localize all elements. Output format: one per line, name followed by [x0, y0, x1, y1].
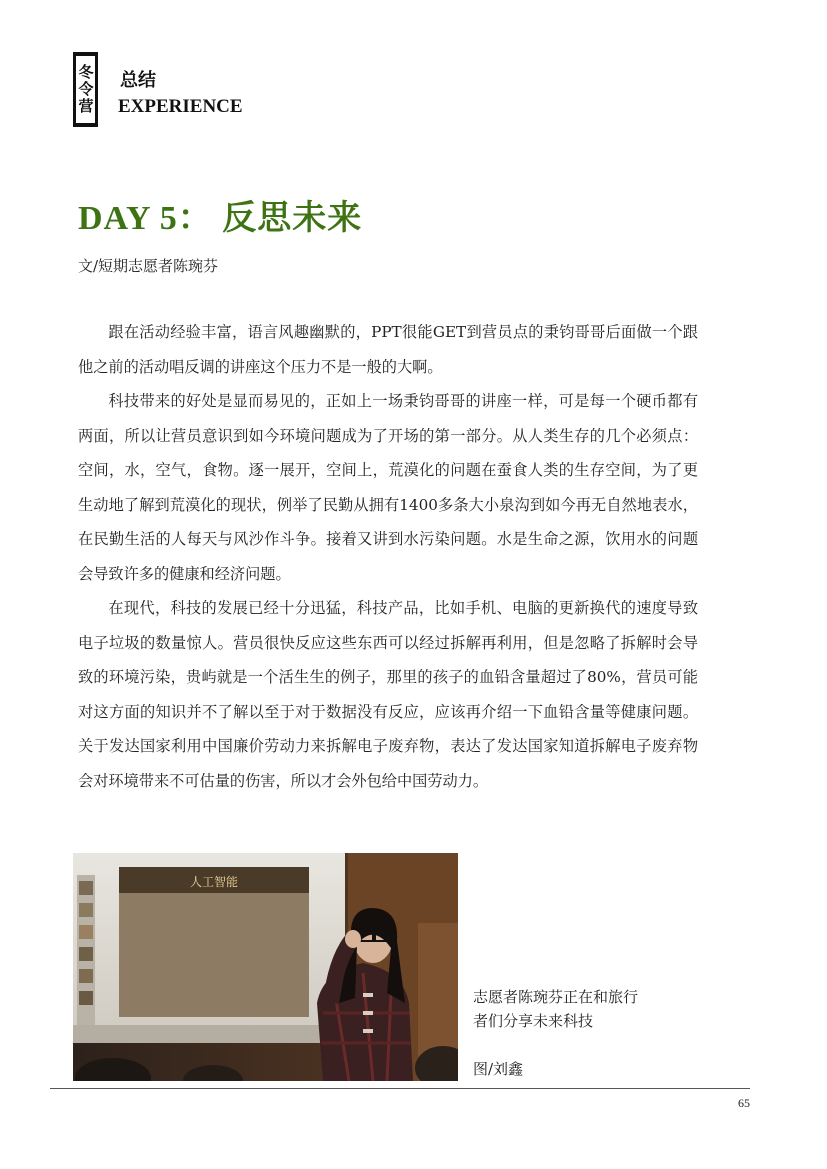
article-title: DAY 5： 反思未来 — [78, 200, 363, 237]
photo-caption — [473, 985, 703, 1033]
caption-line-1: 志愿者陈琬芬正在和旅行 — [473, 988, 639, 1006]
paragraph-2: 科技带来的好处是显而易见的，正如上一场秉钧哥哥的讲座一样，可是每一个硬币都有两面，所以让营员意识到如今环境问题成为了开场的第一部分。从人类生存的几个必须点：空间，水，空气，食物。逐一展开，空间上，荒漠化的问题在蚕食人类的生存空间，为了更生动地了解到荒漠化的现状，例举了民勤从拥有1400多条大小泉沟到如今再无自然地表水，在民勤生活的人每天与风沙作斗争。接着又讲到水污染问题。水是生命之源，饮用水的问题会导致许多的健康和经济问题。 — [78, 392, 698, 583]
header-title-zh: 总结 — [120, 70, 156, 91]
slide-title: 人工智能 — [189, 875, 239, 889]
vertical-mark-char: 冬 — [78, 63, 94, 81]
header-vertical-mark — [77, 64, 95, 115]
vertical-mark-char: 令 — [78, 80, 94, 98]
vertical-mark-char: 营 — [78, 97, 94, 115]
header-bracket-right — [95, 52, 98, 127]
paragraph-1: 跟在活动经验丰富，语言风趣幽默的，PPT很能GET到营员点的秉钧哥哥后面做一个跟他之前的活动唱反调的讲座这个压力不是一般的大啊。 — [78, 323, 698, 376]
paragraph-3: 在现代，科技的发展已经十分迅猛，科技产品，比如手机、电脑的更新换代的速度导致电子垃圾的数量惊人。营员很快反应这些东西可以经过拆解再利用，但是忽略了拆解时会导致的环境污染，贵屿就是一个活生生的例子，那里的孩子的血铅含量超过了80%，营员可能对这方面的知识并不了解以至于对于数据没有反应，应该再介绍一下血铅含量等健康问题。关于发达国家利用中国廉价劳动力来拆解电子废弃物，表达了发达国家知道拆解电子废弃物会对环境带来不可估量的伤害，所以才会外包给中国劳动力。 — [78, 599, 698, 790]
photo-credit: 图/刘鑫 — [473, 1060, 524, 1078]
photo-volunteer-presenting — [73, 853, 458, 1081]
header-title-en: EXPERIENCE — [118, 96, 243, 117]
article-body — [78, 315, 698, 798]
footer-rule — [50, 1088, 750, 1089]
page-number: 65 — [738, 1096, 750, 1110]
caption-line-2: 者们分享未来科技 — [473, 1012, 594, 1030]
article-byline: 文/短期志愿者陈琬芬 — [78, 257, 219, 275]
